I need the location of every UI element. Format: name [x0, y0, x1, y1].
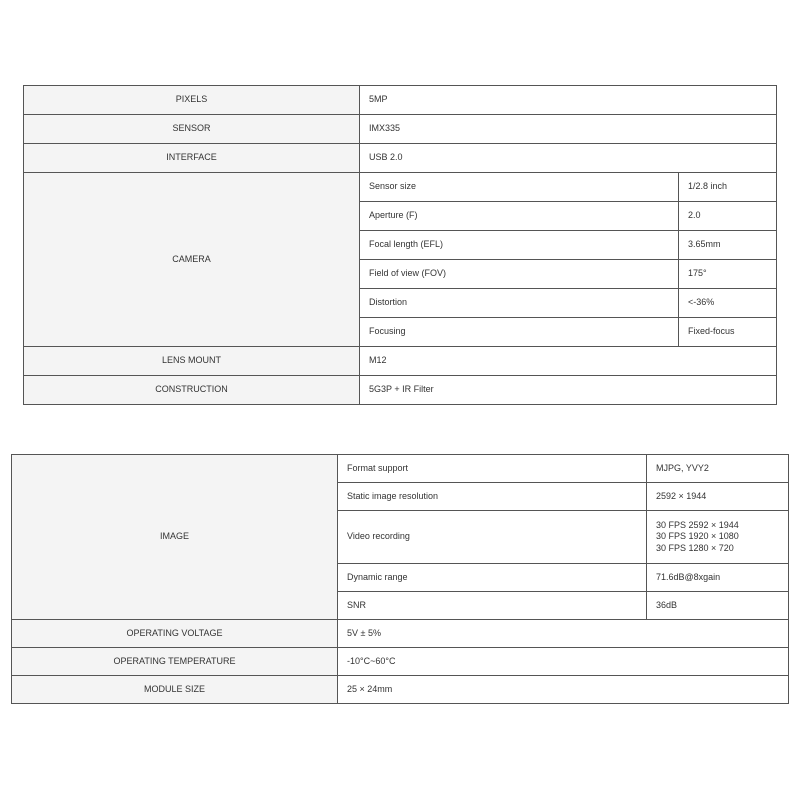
snr-value: 36dB — [647, 592, 789, 620]
pixels-label: PIXELS — [24, 86, 360, 115]
interface-label: INTERFACE — [24, 144, 360, 173]
snr-name: SNR — [338, 592, 647, 620]
table-row — [24, 115, 777, 144]
lens-mount-label: LENS MOUNT — [24, 347, 360, 376]
video-recording-name: Video recording — [338, 511, 647, 564]
operating-voltage-value: 5V ± 5% — [338, 620, 789, 648]
operating-voltage-label: OPERATING VOLTAGE — [12, 620, 338, 648]
pixels-value: 5MP — [360, 86, 777, 115]
table-row — [12, 455, 789, 483]
image-label: IMAGE — [12, 455, 338, 620]
table-row — [12, 676, 789, 704]
operating-temperature-label: OPERATING TEMPERATURE — [12, 648, 338, 676]
camera-item-value: 2.0 — [679, 202, 777, 231]
format-support-value: MJPG, YVY2 — [647, 455, 789, 483]
module-size-label: MODULE SIZE — [12, 676, 338, 704]
static-resolution-value: 2592 × 1944 — [647, 483, 789, 511]
camera-item-name: Field of view (FOV) — [360, 260, 679, 289]
format-support-name: Format support — [338, 455, 647, 483]
camera-item-value: <-36% — [679, 289, 777, 318]
construction-label: CONSTRUCTION — [24, 376, 360, 405]
construction-value: 5G3P + IR Filter — [360, 376, 777, 405]
table-row — [24, 376, 777, 405]
video-mode-line: 30 FPS 1920 × 1080 — [656, 531, 739, 542]
camera-item-name: Focusing — [360, 318, 679, 347]
table-row — [12, 620, 789, 648]
camera-item-name: Focal length (EFL) — [360, 231, 679, 260]
video-mode-line: 30 FPS 1280 × 720 — [656, 542, 734, 553]
lens-mount-value: M12 — [360, 347, 777, 376]
table-row — [24, 86, 777, 115]
camera-item-value: 175° — [679, 260, 777, 289]
table-row — [24, 347, 777, 376]
video-mode-line: 30 FPS 2592 × 1944 — [656, 519, 739, 530]
camera-item-name: Aperture (F) — [360, 202, 679, 231]
module-size-value: 25 × 24mm — [338, 676, 789, 704]
dynamic-range-value: 71.6dB@8xgain — [647, 564, 789, 592]
dynamic-range-name: Dynamic range — [338, 564, 647, 592]
spec-table-general — [23, 85, 777, 405]
camera-item-value: 3.65mm — [679, 231, 777, 260]
table-row — [12, 648, 789, 676]
camera-label: CAMERA — [24, 173, 360, 347]
camera-item-name: Distortion — [360, 289, 679, 318]
interface-value: USB 2.0 — [360, 144, 777, 173]
camera-item-value: Fixed-focus — [679, 318, 777, 347]
video-recording-values — [647, 511, 789, 564]
table-row — [24, 173, 777, 202]
sensor-value: IMX335 — [360, 115, 777, 144]
spec-table-image — [11, 454, 789, 704]
camera-item-name: Sensor size — [360, 173, 679, 202]
table-row — [24, 144, 777, 173]
static-resolution-name: Static image resolution — [338, 483, 647, 511]
camera-item-value: 1/2.8 inch — [679, 173, 777, 202]
operating-temperature-value: -10°C~60°C — [338, 648, 789, 676]
sensor-label: SENSOR — [24, 115, 360, 144]
